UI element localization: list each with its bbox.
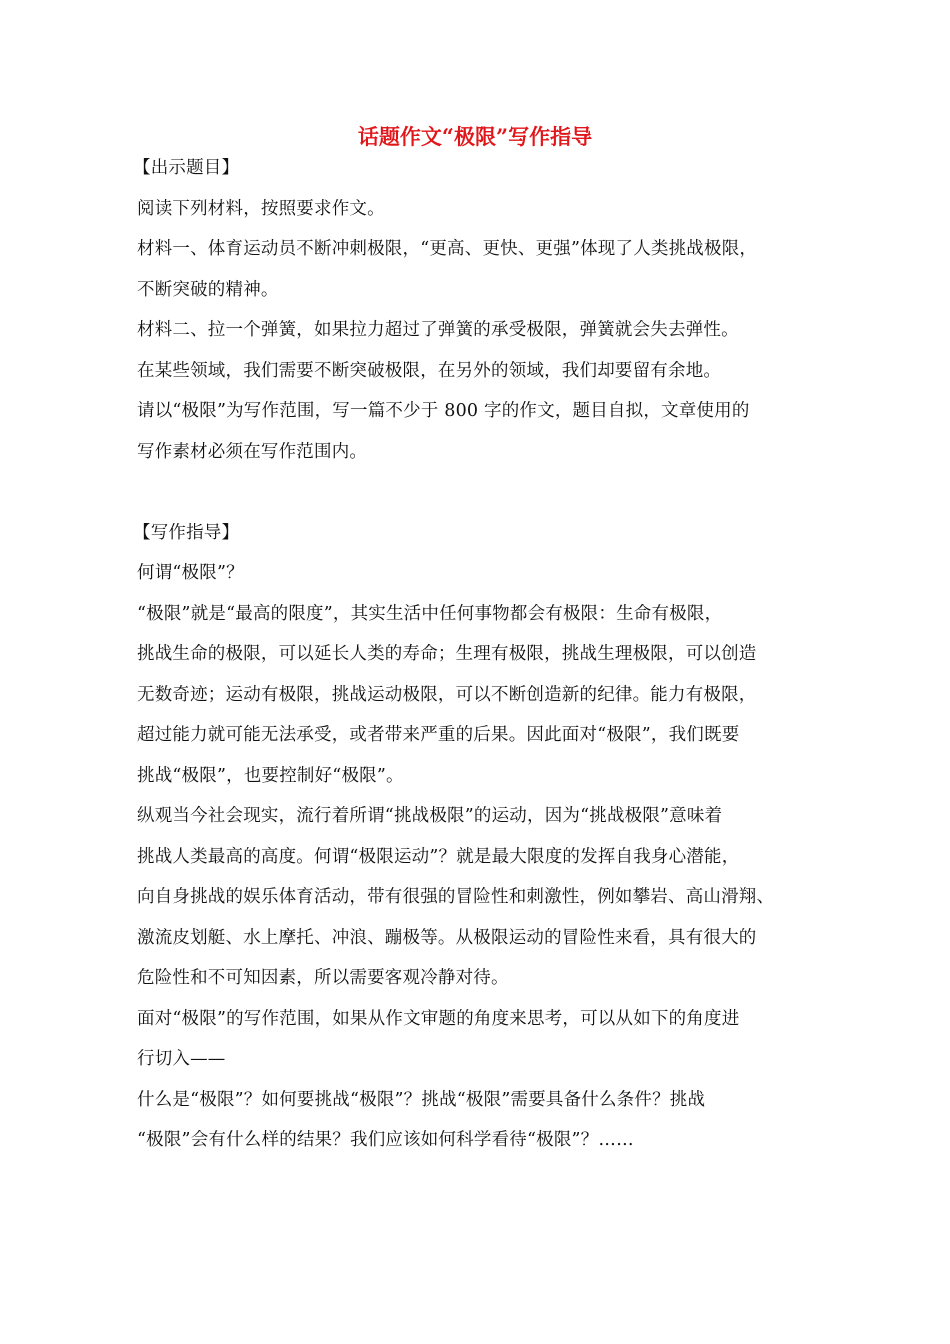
blank-line bbox=[137, 472, 827, 513]
paragraph-line: 挑战“极限”，也要控制好“极限”。 bbox=[137, 765, 404, 786]
paragraph-line: 写作素材必须在写作范围内。 bbox=[137, 441, 368, 462]
paragraph-line: 面对“极限”的写作范围，如果从作文审题的角度来思考，可以从如下的角度进 bbox=[137, 1008, 740, 1029]
paragraph-line: 激流皮划艇、水上摩托、冲浪、蹦极等。从极限运动的冒险性来看，具有很大的 bbox=[137, 927, 757, 948]
document-title: 话题作文“极限”写作指导 bbox=[357, 124, 593, 149]
paragraph-line: 不断突破的精神。 bbox=[137, 279, 279, 300]
paragraph-line: “极限”就是“最高的限度”，其实生活中任何事物都会有极限：生命有极限， bbox=[137, 603, 723, 624]
paragraph-line: 材料一、体育运动员不断冲刺极限，“更高、更快、更强”体现了人类挑战极限， bbox=[137, 239, 758, 259]
paragraph-line: 向自身挑战的娱乐体育活动，带有很强的冒险性和刺激性，例如攀岩、高山滑翔、 bbox=[137, 887, 775, 907]
section-heading-guidance: 【写作指导】 bbox=[133, 522, 240, 543]
paragraph-line: 挑战人类最高的高度。何谓“极限运动”？就是最大限度的发挥自我身心潜能， bbox=[137, 846, 740, 867]
paragraph-line: “极限”会有什么样的结果？我们应该如何科学看待“极限”？…… bbox=[137, 1130, 634, 1150]
section-heading-prompt: 【出示题目】 bbox=[133, 158, 240, 178]
document-body bbox=[133, 148, 827, 1161]
paragraph-line: 挑战生命的极限，可以延长人类的寿命；生理有极限，挑战生理极限，可以创造 bbox=[137, 644, 757, 664]
paragraph-line: 材料二、拉一个弹簧，如果拉力超过了弹簧的承受极限，弹簧就会失去弹性。 bbox=[137, 320, 739, 340]
paragraph-line: 何谓“极限”？ bbox=[137, 563, 244, 583]
paragraph-line: 阅读下列材料，按照要求作文。 bbox=[137, 198, 385, 219]
paragraph-line: 在某些领域，我们需要不断突破极限，在另外的领域，我们却要留有余地。 bbox=[137, 360, 722, 381]
paragraph-line: 危险性和不可知因素，所以需要客观冷静对待。 bbox=[137, 968, 509, 988]
paragraph-line: 超过能力就可能无法承受，或者带来严重的后果。因此面对“极限”，我们既要 bbox=[137, 725, 740, 745]
paragraph-line: 行切入—— bbox=[137, 1049, 226, 1069]
paragraph-line: 无数奇迹；运动有极限，挑战运动极限，可以不断创造新的纪律。能力有极限， bbox=[137, 684, 757, 705]
paragraph-line: 请以“极限”为写作范围，写一篇不少于 800 字的作文，题目自拟，文章使用的 bbox=[137, 401, 750, 421]
paragraph-line: 什么是“极限”？如何要挑战“极限”？挑战“极限”需要具备什么条件？挑战 bbox=[137, 1089, 706, 1110]
paragraph-line: 纵观当今社会现实，流行着所谓“挑战极限”的运动，因为“挑战极限”意味着 bbox=[137, 806, 723, 826]
